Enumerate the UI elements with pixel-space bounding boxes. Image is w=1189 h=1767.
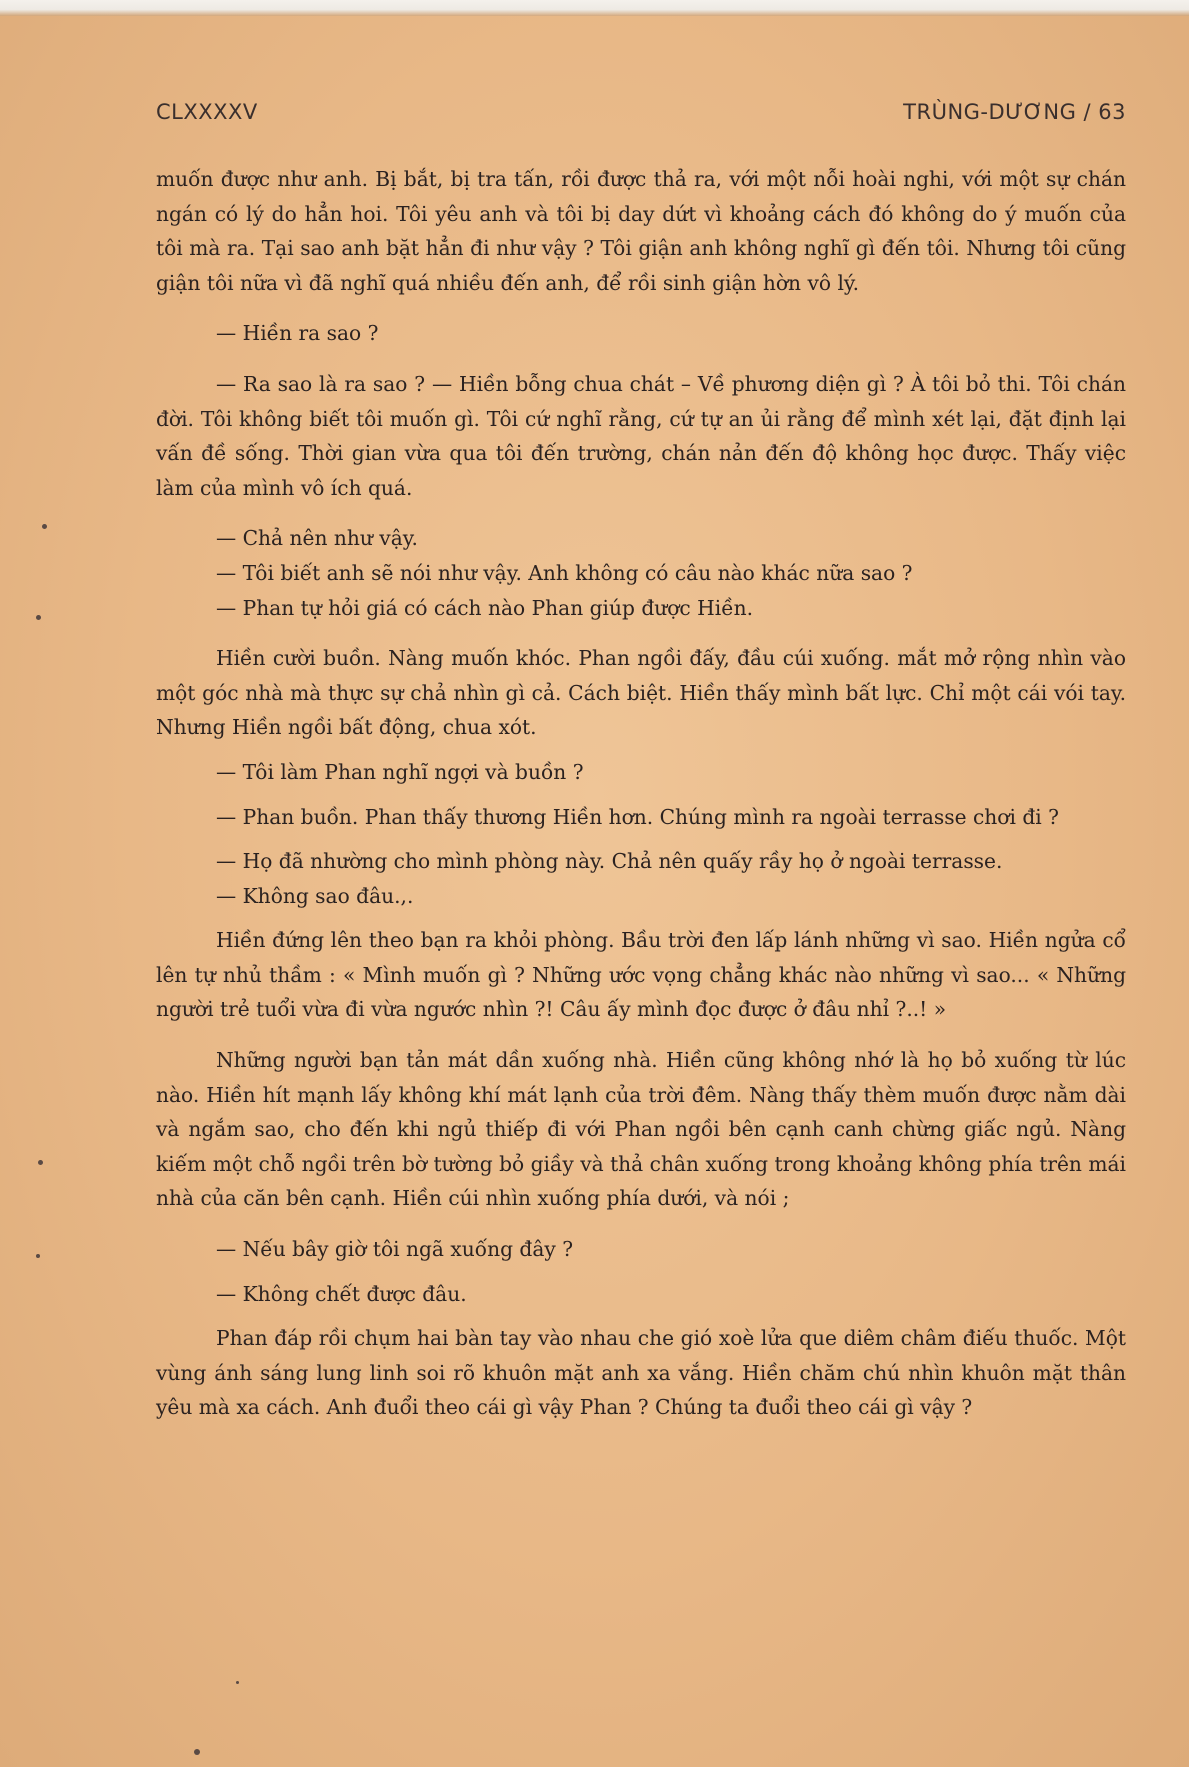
dialogue-line: — Chả nên như vậy. <box>216 526 418 551</box>
dialogue-line: — Không chết được đâu. <box>216 1281 467 1306</box>
running-header <box>156 100 1126 130</box>
dialogue-line: — Không sao đâu.,. <box>216 883 414 908</box>
dialogue-line: — Tôi làm Phan nghĩ ngợi và buồn ? <box>216 759 584 784</box>
dialogue-line: — Họ đã nhường cho mình phòng này. Chả nên quấy rầy họ ở ngoài terrasse. <box>216 849 1003 874</box>
paper-speck <box>38 1160 43 1165</box>
paper-speck <box>36 1254 40 1258</box>
paper-speck <box>36 615 41 620</box>
dialogue-line: — Phan tự hỏi giá có cách nào Phan giúp được Hiền. <box>216 595 754 620</box>
paragraph: Hiền đứng lên theo bạn ra khỏi phòng. Bầu trời đen lấp lánh những vì sao. Hiền ngửa cổ lên tự nhủ thầm : « Mình muốn gì ? Những ước vọng chẳng khác nào những vì sao... « Những người trẻ tuổi vừa đi vừa ngước nhìn ?! Câu ấy mình đọc được ở đâu nhỉ ?..! » <box>156 928 1126 1022</box>
author-page-number: TRÙNG-DƯƠNG / 63 <box>903 100 1126 124</box>
paper-speck <box>236 1681 239 1684</box>
body-text <box>156 162 1126 1425</box>
page-top-edge <box>0 0 1189 16</box>
dialogue-line: — Ra sao là ra sao ? — Hiền bỗng chua chát – Về phương diện gì ? À tôi bỏ thi. Tôi chán đời. Tôi không biết tôi muốn gì. Tôi cứ nghĩ rằng, cứ tự an ủi rằng để mình xét lại, đặt định lại vấn đề sống. Thời gian vừa qua tôi đến trường, chán nản đến độ không học được. Thấy việc làm của mình vô ích quá. <box>156 371 1126 500</box>
paragraph: Hiền cười buồn. Nàng muốn khóc. Phan ngồi đấy, đầu cúi xuống. mắt mở rộng nhìn vào một góc nhà mà thực sự chả nhìn gì cả. Cách biệt. Hiền thấy mình bất lực. Chỉ một cái vói tay. Nhưng Hiền ngồi bất động, chua xót. <box>156 646 1126 740</box>
page-code: CLXXXXV <box>156 100 258 124</box>
dialogue-line: — Nếu bây giờ tôi ngã xuống đây ? <box>216 1237 574 1262</box>
dialogue-line: — Tôi biết anh sẽ nói như vậy. Anh không có câu nào khác nữa sao ? <box>216 560 913 585</box>
paragraph: Phan đáp rồi chụm hai bàn tay vào nhau che gió xoè lửa que diêm châm điếu thuốc. Một vùng ánh sáng lung linh soi rõ khuôn mặt anh xa vắng. Hiền chăm chú nhìn khuôn mặt thân yêu mà xa cách. Anh đuổi theo cái gì vậy Phan ? Chúng ta đuổi theo cái gì vậy ? <box>156 1326 1126 1420</box>
dialogue-line: — Hiền ra sao ? <box>216 321 379 346</box>
paragraph: muốn được như anh. Bị bắt, bị tra tấn, rồi được thả ra, với một nỗi hoài nghi, với một sự chán ngán có lý do hẳn hoi. Tôi yêu anh và tôi bị day dứt vì khoảng cách đó không do ý muốn của tôi mà ra. Tại sao anh bặt hẳn đi như vậy ? Tôi giận anh không nghĩ gì đến tôi. Nhưng tôi cũng giận tôi nữa vì đã nghĩ quá nhiều đến anh, để rồi sinh giận hờn vô lý. <box>156 167 1126 295</box>
dialogue-line: — Phan buồn. Phan thấy thương Hiền hơn. Chúng mình ra ngoài terrasse chơi đi ? <box>216 804 1059 829</box>
paragraph: Những người bạn tản mát dần xuống nhà. Hiền cũng không nhớ là họ bỏ xuống từ lúc nào. Hiền hít mạnh lấy không khí mát lạnh của trời đêm. Nàng thấy thèm muốn được nằm dài và ngắm sao, cho đến khi ngủ thiếp đi với Phan ngồi bên cạnh canh chừng giấc ngủ. Nàng kiếm một chỗ ngồi trên bờ tường bỏ giầy và thả chân xuống trong khoảng không phía trên mái nhà của căn bên cạnh. Hiền cúi nhìn xuống phía dưới, và nói ; <box>156 1048 1126 1211</box>
paper-speck <box>42 524 47 529</box>
paper-speck <box>194 1749 200 1755</box>
